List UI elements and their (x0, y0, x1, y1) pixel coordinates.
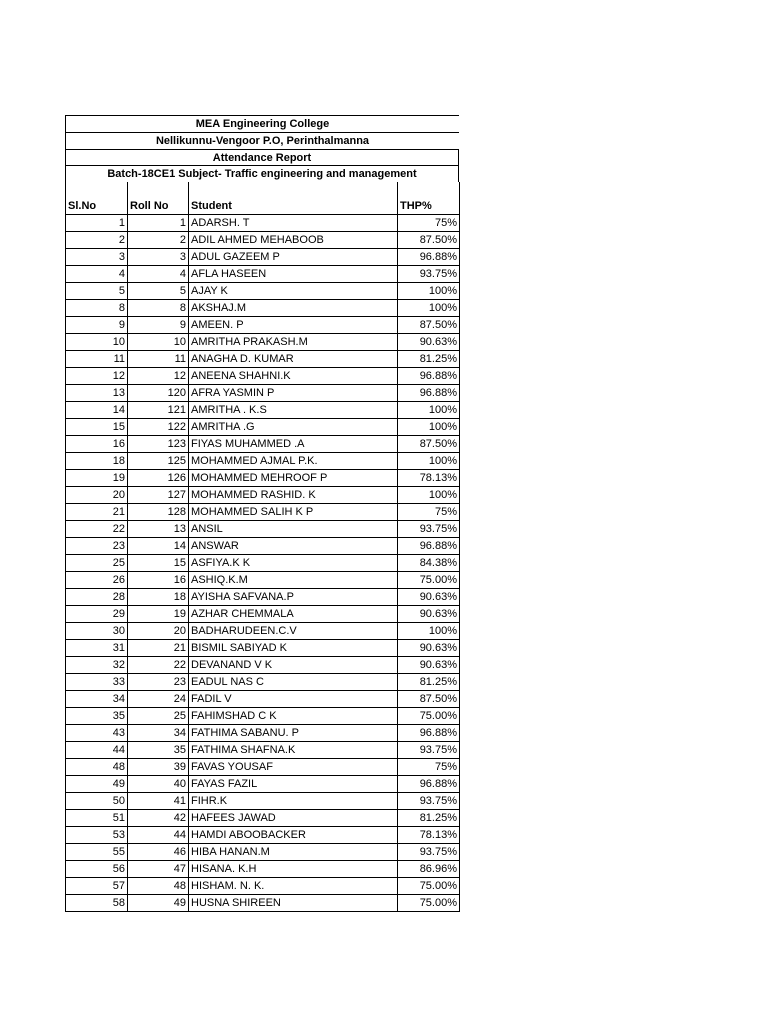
spacer-row (66, 182, 460, 198)
cell-slno: 18 (66, 453, 128, 470)
table-row (66, 708, 460, 725)
cell-rollno: 24 (128, 691, 189, 708)
cell-thp: 84.38% (398, 555, 460, 572)
col-header-student: Student (189, 198, 398, 215)
cell-thp: 90.63% (398, 589, 460, 606)
cell-rollno: 15 (128, 555, 189, 572)
cell-rollno: 22 (128, 657, 189, 674)
table-row (66, 657, 460, 674)
cell-thp: 100% (398, 402, 460, 419)
cell-thp: 87.50% (398, 317, 460, 334)
table-row (66, 283, 460, 300)
table-row (66, 623, 460, 640)
cell-rollno: 44 (128, 827, 189, 844)
table-row (66, 572, 460, 589)
cell-rollno: 16 (128, 572, 189, 589)
table-row (66, 368, 460, 385)
cell-student: AMEEN. P (189, 317, 398, 334)
cell-slno: 35 (66, 708, 128, 725)
cell-slno: 31 (66, 640, 128, 657)
table-row (66, 878, 460, 895)
cell-rollno: 23 (128, 674, 189, 691)
table-row (66, 334, 460, 351)
cell-rollno: 1 (128, 215, 189, 232)
cell-slno: 55 (66, 844, 128, 861)
cell-student: AYISHA SAFVANA.P (189, 589, 398, 606)
cell-slno: 43 (66, 725, 128, 742)
cell-slno: 32 (66, 657, 128, 674)
cell-slno: 23 (66, 538, 128, 555)
cell-rollno: 25 (128, 708, 189, 725)
cell-thp: 93.75% (398, 844, 460, 861)
attendance-sheet (65, 115, 459, 912)
cell-rollno: 11 (128, 351, 189, 368)
cell-thp: 75.00% (398, 708, 460, 725)
cell-slno: 12 (66, 368, 128, 385)
column-header-row (66, 198, 460, 215)
cell-student: ASHIQ.K.M (189, 572, 398, 589)
cell-thp: 87.50% (398, 436, 460, 453)
cell-slno: 9 (66, 317, 128, 334)
cell-thp: 100% (398, 453, 460, 470)
cell-slno: 16 (66, 436, 128, 453)
cell-thp: 100% (398, 300, 460, 317)
cell-thp: 87.50% (398, 691, 460, 708)
cell-slno: 26 (66, 572, 128, 589)
cell-rollno: 13 (128, 521, 189, 538)
cell-rollno: 14 (128, 538, 189, 555)
cell-slno: 34 (66, 691, 128, 708)
batch-subject: Batch-18CE1 Subject- Traffic engineering and management (65, 165, 459, 182)
cell-rollno: 8 (128, 300, 189, 317)
table-row (66, 436, 460, 453)
cell-student: HISHAM. N. K. (189, 878, 398, 895)
cell-rollno: 123 (128, 436, 189, 453)
col-header-rollno: Roll No (128, 198, 189, 215)
cell-thp: 96.88% (398, 249, 460, 266)
college-address: Nellikunnu-Vengoor P.O, Perinthalmanna (65, 132, 459, 149)
cell-slno: 44 (66, 742, 128, 759)
cell-slno: 48 (66, 759, 128, 776)
cell-student: ADARSH. T (189, 215, 398, 232)
cell-rollno: 48 (128, 878, 189, 895)
cell-slno: 29 (66, 606, 128, 623)
cell-rollno: 40 (128, 776, 189, 793)
cell-thp: 86.96% (398, 861, 460, 878)
cell-student: ADUL GAZEEM P (189, 249, 398, 266)
table-row (66, 453, 460, 470)
cell-thp: 81.25% (398, 674, 460, 691)
cell-rollno: 2 (128, 232, 189, 249)
attendance-table (65, 182, 460, 912)
table-row (66, 589, 460, 606)
cell-student: AMRITHA . K.S (189, 402, 398, 419)
table-row (66, 742, 460, 759)
table-row (66, 555, 460, 572)
cell-student: FADIL V (189, 691, 398, 708)
cell-thp: 96.88% (398, 368, 460, 385)
cell-slno: 51 (66, 810, 128, 827)
cell-student: AJAY K (189, 283, 398, 300)
cell-thp: 93.75% (398, 742, 460, 759)
cell-student: FAVAS YOUSAF (189, 759, 398, 776)
cell-slno: 22 (66, 521, 128, 538)
table-row (66, 895, 460, 912)
cell-student: ANSIL (189, 521, 398, 538)
cell-rollno: 21 (128, 640, 189, 657)
cell-rollno: 10 (128, 334, 189, 351)
cell-thp: 81.25% (398, 810, 460, 827)
table-row (66, 351, 460, 368)
cell-rollno: 20 (128, 623, 189, 640)
cell-student: FAHIMSHAD C K (189, 708, 398, 725)
college-name: MEA Engineering College (65, 115, 459, 132)
table-row (66, 504, 460, 521)
cell-rollno: 3 (128, 249, 189, 266)
cell-student: MOHAMMED AJMAL P.K. (189, 453, 398, 470)
table-row (66, 487, 460, 504)
cell-thp: 75.00% (398, 572, 460, 589)
cell-rollno: 121 (128, 402, 189, 419)
cell-thp: 96.88% (398, 725, 460, 742)
cell-slno: 3 (66, 249, 128, 266)
cell-rollno: 47 (128, 861, 189, 878)
table-row (66, 776, 460, 793)
table-row (66, 385, 460, 402)
table-row (66, 759, 460, 776)
cell-rollno: 46 (128, 844, 189, 861)
cell-rollno: 5 (128, 283, 189, 300)
col-header-slno: Sl.No (66, 198, 128, 215)
cell-slno: 14 (66, 402, 128, 419)
cell-thp: 75% (398, 759, 460, 776)
cell-student: AMRITHA .G (189, 419, 398, 436)
table-row (66, 317, 460, 334)
cell-thp: 90.63% (398, 640, 460, 657)
table-row (66, 470, 460, 487)
table-row (66, 402, 460, 419)
cell-student: HIBA HANAN.M (189, 844, 398, 861)
cell-thp: 93.75% (398, 521, 460, 538)
cell-thp: 78.13% (398, 827, 460, 844)
cell-slno: 33 (66, 674, 128, 691)
cell-slno: 49 (66, 776, 128, 793)
cell-slno: 11 (66, 351, 128, 368)
cell-student: AMRITHA PRAKASH.M (189, 334, 398, 351)
table-row (66, 844, 460, 861)
cell-student: ASFIYA.K K (189, 555, 398, 572)
table-row (66, 691, 460, 708)
cell-student: ANSWAR (189, 538, 398, 555)
cell-slno: 1 (66, 215, 128, 232)
cell-rollno: 35 (128, 742, 189, 759)
table-row (66, 249, 460, 266)
cell-student: ADIL AHMED MEHABOOB (189, 232, 398, 249)
cell-student: AFRA YASMIN P (189, 385, 398, 402)
cell-slno: 53 (66, 827, 128, 844)
cell-slno: 19 (66, 470, 128, 487)
table-row (66, 521, 460, 538)
cell-rollno: 18 (128, 589, 189, 606)
cell-slno: 30 (66, 623, 128, 640)
cell-slno: 20 (66, 487, 128, 504)
cell-thp: 96.88% (398, 776, 460, 793)
cell-rollno: 42 (128, 810, 189, 827)
cell-student: HUSNA SHIREEN (189, 895, 398, 912)
cell-rollno: 125 (128, 453, 189, 470)
table-row (66, 266, 460, 283)
cell-slno: 13 (66, 385, 128, 402)
table-row (66, 793, 460, 810)
cell-student: BADHARUDEEN.C.V (189, 623, 398, 640)
cell-thp: 78.13% (398, 470, 460, 487)
cell-rollno: 126 (128, 470, 189, 487)
cell-thp: 100% (398, 283, 460, 300)
cell-rollno: 34 (128, 725, 189, 742)
table-row (66, 640, 460, 657)
cell-thp: 96.88% (398, 385, 460, 402)
cell-slno: 15 (66, 419, 128, 436)
cell-thp: 90.63% (398, 657, 460, 674)
cell-student: FIHR.K (189, 793, 398, 810)
cell-thp: 93.75% (398, 266, 460, 283)
cell-student: HAFEES JAWAD (189, 810, 398, 827)
cell-slno: 10 (66, 334, 128, 351)
cell-thp: 90.63% (398, 334, 460, 351)
cell-student: HAMDI ABOOBACKER (189, 827, 398, 844)
cell-student: AZHAR CHEMMALA (189, 606, 398, 623)
table-row (66, 674, 460, 691)
cell-student: AFLA HASEEN (189, 266, 398, 283)
cell-slno: 57 (66, 878, 128, 895)
cell-student: AKSHAJ.M (189, 300, 398, 317)
cell-student: MOHAMMED MEHROOF P (189, 470, 398, 487)
cell-student: FATHIMA SHAFNA.K (189, 742, 398, 759)
cell-rollno: 41 (128, 793, 189, 810)
table-row (66, 232, 460, 249)
cell-rollno: 128 (128, 504, 189, 521)
cell-thp: 96.88% (398, 538, 460, 555)
cell-rollno: 120 (128, 385, 189, 402)
cell-student: MOHAMMED RASHID. K (189, 487, 398, 504)
cell-slno: 28 (66, 589, 128, 606)
table-row (66, 725, 460, 742)
table-row (66, 419, 460, 436)
cell-thp: 75% (398, 215, 460, 232)
cell-student: MOHAMMED SALIH K P (189, 504, 398, 521)
table-row (66, 861, 460, 878)
cell-thp: 87.50% (398, 232, 460, 249)
table-row (66, 300, 460, 317)
table-row (66, 827, 460, 844)
report-title: Attendance Report (65, 149, 459, 166)
cell-rollno: 39 (128, 759, 189, 776)
cell-rollno: 127 (128, 487, 189, 504)
cell-thp: 93.75% (398, 793, 460, 810)
table-row (66, 215, 460, 232)
cell-thp: 75.00% (398, 878, 460, 895)
cell-rollno: 49 (128, 895, 189, 912)
cell-slno: 2 (66, 232, 128, 249)
cell-rollno: 9 (128, 317, 189, 334)
cell-thp: 100% (398, 419, 460, 436)
cell-slno: 25 (66, 555, 128, 572)
cell-student: ANEENA SHAHNI.K (189, 368, 398, 385)
cell-student: DEVANAND V K (189, 657, 398, 674)
cell-thp: 90.63% (398, 606, 460, 623)
cell-rollno: 4 (128, 266, 189, 283)
cell-student: EADUL NAS C (189, 674, 398, 691)
cell-rollno: 122 (128, 419, 189, 436)
cell-rollno: 12 (128, 368, 189, 385)
cell-thp: 100% (398, 623, 460, 640)
cell-rollno: 19 (128, 606, 189, 623)
cell-slno: 4 (66, 266, 128, 283)
cell-student: FAYAS FAZIL (189, 776, 398, 793)
cell-student: HISANA. K.H (189, 861, 398, 878)
cell-student: FATHIMA SABANU. P (189, 725, 398, 742)
cell-student: FIYAS MUHAMMED .A (189, 436, 398, 453)
cell-slno: 8 (66, 300, 128, 317)
cell-slno: 58 (66, 895, 128, 912)
cell-slno: 5 (66, 283, 128, 300)
cell-student: BISMIL SABIYAD K (189, 640, 398, 657)
table-row (66, 810, 460, 827)
col-header-thp: THP% (398, 198, 460, 215)
cell-slno: 56 (66, 861, 128, 878)
cell-thp: 81.25% (398, 351, 460, 368)
cell-thp: 75% (398, 504, 460, 521)
cell-thp: 75.00% (398, 895, 460, 912)
cell-slno: 21 (66, 504, 128, 521)
table-row (66, 606, 460, 623)
cell-student: ANAGHA D. KUMAR (189, 351, 398, 368)
table-row (66, 538, 460, 555)
cell-thp: 100% (398, 487, 460, 504)
cell-slno: 50 (66, 793, 128, 810)
